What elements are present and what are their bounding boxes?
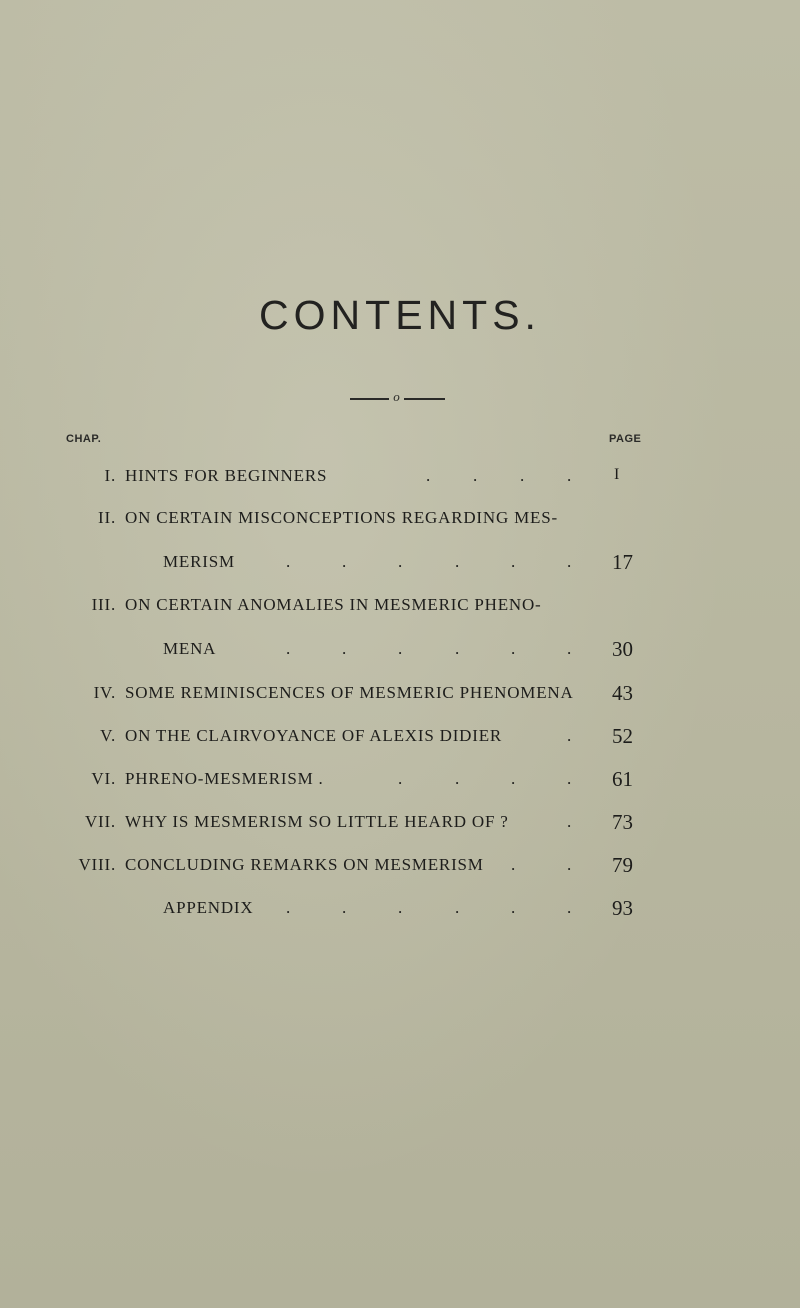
page-number: I xyxy=(614,466,620,483)
chapter-title: ON CERTAIN ANOMALIES IN MESMERIC PHENO- xyxy=(125,595,542,614)
leader-dot: . xyxy=(398,898,404,917)
toc-entry-2 xyxy=(0,508,800,532)
leader-dot: . xyxy=(567,552,573,571)
leader-dot: . xyxy=(511,639,517,658)
leader-dot: . xyxy=(342,552,348,571)
leader-dot: . xyxy=(398,639,404,658)
page-number: 93 xyxy=(612,896,633,920)
chapter-title: SOME REMINISCENCES OF MESMERIC PHENOMENA xyxy=(125,683,574,702)
leader-dot: . xyxy=(473,466,479,485)
leader-dot: . xyxy=(426,466,432,485)
leader-dot: . xyxy=(520,466,526,485)
chapter-title: ON CERTAIN MISCONCEPTIONS REGARDING MES- xyxy=(125,508,558,527)
leader-dot: . xyxy=(567,639,573,658)
leader-dot: . xyxy=(455,639,461,658)
chapter-number: V. xyxy=(100,726,116,745)
leader-dot: . xyxy=(286,898,292,917)
leader-dot: . xyxy=(567,898,573,917)
chapter-number: III. xyxy=(91,595,116,614)
toc-entry-5 xyxy=(0,726,800,750)
page-number: 79 xyxy=(612,853,633,877)
ornament-rule-right xyxy=(404,398,445,400)
leader-dot: . xyxy=(511,769,517,788)
chapter-title: ON THE CLAIRVOYANCE OF ALEXIS DIDIER xyxy=(125,726,503,745)
toc-entry-4 xyxy=(0,683,800,707)
appendix-title: APPENDIX xyxy=(163,898,254,917)
page-title: CONTENTS. xyxy=(259,292,541,338)
leader-dot: . xyxy=(511,855,517,874)
leader-dot: . xyxy=(455,898,461,917)
toc-entry-8 xyxy=(0,855,800,879)
leader-dot: . xyxy=(511,898,517,917)
toc-entry-3 xyxy=(0,595,800,619)
leader-dot: . xyxy=(286,552,292,571)
toc-entry-7 xyxy=(0,812,800,836)
chapter-number: VI. xyxy=(91,769,116,788)
chapter-title: CONCLUDING REMARKS ON MESMERISM xyxy=(125,855,484,874)
chapter-title: HINTS FOR BEGINNERS xyxy=(125,466,328,485)
chapter-number: II. xyxy=(98,508,116,527)
page-number: 43 xyxy=(612,681,633,705)
leader-dot: . xyxy=(455,552,461,571)
ornament-rule-left xyxy=(350,398,389,400)
leader-dot: . xyxy=(567,855,573,874)
toc-entry-6 xyxy=(0,769,800,793)
toc-entry-1 xyxy=(0,466,800,490)
chapter-title: WHY IS MESMERISM SO LITTLE HEARD OF ? xyxy=(125,812,509,831)
toc-entry-2-continued xyxy=(0,552,800,576)
chapter-number: VIII. xyxy=(78,855,116,874)
page-number: 52 xyxy=(612,724,633,748)
chapter-column-header: CHAP. xyxy=(66,433,102,445)
leader-dot: . xyxy=(398,552,404,571)
title-ornament xyxy=(350,389,445,404)
leader-dot: . xyxy=(286,639,292,658)
leader-dot: . xyxy=(398,769,404,788)
leader-dot: . xyxy=(567,466,573,485)
page-number: 73 xyxy=(612,810,633,834)
page-column-header: PAGE xyxy=(609,433,642,445)
chapter-number: IV. xyxy=(93,683,116,702)
chapter-title-continuation: MENA xyxy=(163,639,217,658)
leader-dot: . xyxy=(511,552,517,571)
chapter-number: VII. xyxy=(84,812,116,831)
ornament-mark: o xyxy=(393,389,400,404)
leader-dot: . xyxy=(342,639,348,658)
toc-entry-3-continued xyxy=(0,639,800,663)
leader-dot: . xyxy=(455,769,461,788)
leader-dot: . xyxy=(567,812,573,831)
chapter-title: PHRENO-MESMERISM . xyxy=(125,769,324,788)
toc-entry-appendix xyxy=(0,898,800,922)
chapter-number: I. xyxy=(104,466,116,485)
page-number: 61 xyxy=(612,767,633,791)
leader-dot: . xyxy=(567,769,573,788)
leader-dot: . xyxy=(567,726,573,745)
leader-dot: . xyxy=(342,898,348,917)
page-number: 17 xyxy=(612,550,633,574)
chapter-title-continuation: MERISM xyxy=(163,552,235,571)
page-number: 30 xyxy=(612,637,633,661)
